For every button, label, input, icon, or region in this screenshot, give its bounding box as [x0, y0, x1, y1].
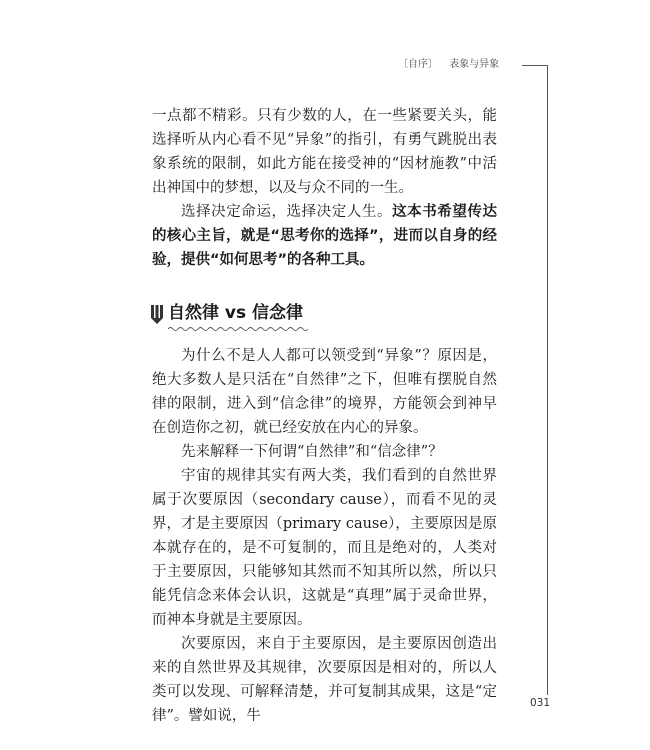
text-block-section [152, 344, 497, 728]
header-rule [522, 65, 548, 66]
paragraph [152, 200, 497, 272]
section-heading-text: 自然律 vs 信念律 [168, 303, 304, 323]
page-number: 031 [530, 697, 551, 709]
side-rule [547, 65, 548, 695]
text-block-intro [152, 104, 497, 272]
pencil-icon [150, 304, 164, 324]
paragraph-bold-text: 这本书希望传达的核心主旨，就是“思考你的选择”，进而以自身的经验，提供“如何思考”的各种工具。 [152, 204, 498, 268]
paragraph-plain-text: 选择决定命运，选择决定人生。 [181, 204, 393, 220]
paragraph: 次要原因，来自于主要原因，是主要原因创造出来的自然世界及其规律，次要原因是相对的，所以人类可以发现、可解释清楚，并可复制其成果，这是“定律”。譬如说，牛 [152, 636, 497, 724]
running-header-section: 〔自序〕 [398, 59, 438, 70]
running-header-title: 表象与异象 [449, 59, 500, 70]
section-heading [148, 301, 448, 331]
paragraph: 为什么不是人人都可以领受到“异象”？原因是，绝大多数人是只活在“自然律”之下，但唯有摆脱自然律的限制，进入到“信念律”的境界，方能领会到神早在创造你之初，就已经安放在内心的异象。 [152, 348, 497, 436]
running-header [398, 55, 528, 75]
paragraph: 先来解释一下何谓“自然律”和“信念律”？ [181, 444, 443, 460]
paragraph: 宇宙的规律其实有两大类，我们看到的自然世界属于次要原因（secondary cause），而看不见的灵界，才是主要原因（primary cause），主要原因是原本就存在的，是不可复制的，而且是绝对的，人类对于主要原因，只能够知其然而不知其所以然，所以只能凭信念来体会认识，这就是“真理”属于灵命世界，而神本身就是主要原因。 [152, 468, 497, 628]
paragraph: 一点都不精彩。只有少数的人，在一些紧要关头，能选择听从内心看不见“异象”的指引，有勇气跳脱出表象系统的限制，如此方能在接受神的“因材施教”中活出神国中的梦想，以及与众不同的一生。 [152, 108, 497, 196]
wavy-underline [168, 326, 308, 332]
